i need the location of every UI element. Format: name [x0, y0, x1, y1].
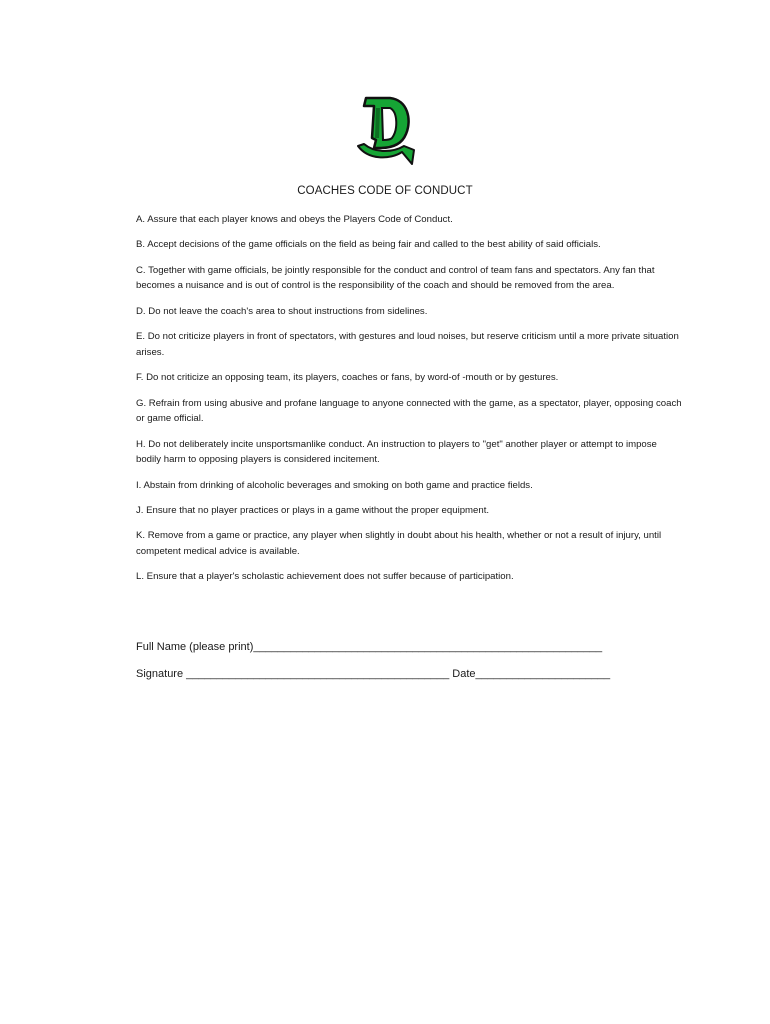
rule-item: K. Remove from a game or practice, any player when slightly in doubt about his health, whether or not a result of injury, until competent medical advice is available. [136, 530, 662, 557]
rule-item: L. Ensure that a player's scholastic achievement does not suffer because of participation. [136, 571, 514, 583]
full-name-row [136, 640, 636, 655]
rule-item: G. Refrain from using abusive and profane language to anyone connected with the game, as a spectator, player, opposing coach or game official. [136, 397, 682, 425]
full-name-label: Full Name (please print) [136, 641, 254, 653]
rule-item: B. Accept decisions of the game officials on the field as being fair and called to the best ability of said officials. [136, 239, 601, 251]
rule-item: D. Do not leave the coach's area to shout instructions from sidelines. [136, 305, 428, 317]
date-label: Date [452, 668, 476, 680]
signature-label: Signature [136, 668, 184, 680]
rule-item: H. Do not deliberately incite unsportsmanlike conduct. An instruction to players to "get" another player or attempt to impose bodily harm to opposing players is considered incitement. [136, 438, 657, 466]
rules-list [136, 212, 684, 595]
full-name-field[interactable]: _________________________________________________________ [253, 641, 603, 653]
team-logo-d-icon [350, 94, 420, 168]
logo-counter-shape [382, 108, 396, 140]
signature-field[interactable]: ___________________________________________ [186, 668, 450, 680]
signature-block [136, 640, 636, 694]
rule-item: E. Do not criticize players in front of spectators, with gestures and loud noises, but reserve criticism until a more private situation arises. [136, 331, 679, 358]
page-title: COACHES CODE OF CONDUCT [297, 185, 473, 197]
signature-row [136, 667, 636, 682]
rule-item: I. Abstain from drinking of alcoholic beverages and smoking on both game and practice fields. [136, 479, 533, 491]
date-field[interactable]: ______________________ [475, 668, 611, 680]
rule-item: J. Ensure that no player practices or plays in a game without the proper equipment. [136, 504, 490, 516]
rule-item: F. Do not criticize an opposing team, its players, coaches or fans, by word-of -mouth or by gestures. [136, 372, 559, 384]
rule-item: C. Together with game officials, be jointly responsible for the conduct and control of team fans and spectators. Any fan that becomes a nuisance and is out of control is the responsibility of the coach and should be removed from the area. [136, 264, 655, 292]
rule-item: A. Assure that each player knows and obeys the Players Code of Conduct. [136, 214, 453, 225]
